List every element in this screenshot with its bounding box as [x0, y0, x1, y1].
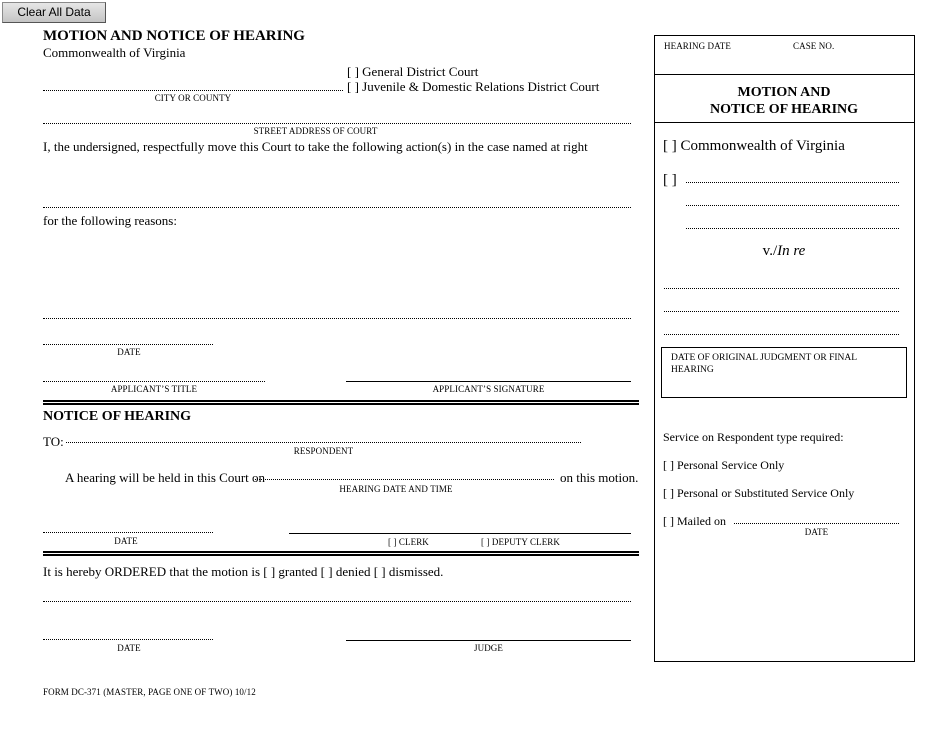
plaintiff-address-field-2[interactable]	[686, 228, 899, 229]
defendant-address-field[interactable]	[664, 311, 899, 312]
dismissed-checkbox[interactable]: [ ] dismissed.	[373, 564, 444, 579]
hearing-suffix: on this motion.	[560, 470, 639, 485]
mailed-checkbox[interactable]: [ ] Mailed on	[663, 514, 726, 528]
plaintiff-address-field[interactable]	[686, 205, 899, 206]
city-county-field[interactable]	[43, 90, 343, 91]
commonwealth-checkbox[interactable]: [ ] Commonwealth of Virginia	[663, 138, 845, 154]
case-title-divider	[654, 122, 914, 123]
notice-heading: NOTICE OF HEARING	[43, 409, 192, 424]
defendant-name-field[interactable]	[664, 288, 899, 289]
substituted-service-checkbox[interactable]: [ ] Personal or Substituted Service Only	[663, 486, 855, 500]
applicant-signature-line[interactable]	[346, 381, 631, 382]
notice-date-label: DATE	[114, 536, 138, 546]
clear-all-data-button[interactable]: Clear All Data	[2, 2, 106, 23]
clerk-signature-line[interactable]	[289, 533, 631, 534]
hearing-date-time-field[interactable]	[255, 479, 554, 480]
order-date-field[interactable]	[43, 639, 213, 640]
applicant-signature-label: APPLICANT’S SIGNATURE	[432, 384, 545, 394]
service-heading: Service on Respondent type required:	[663, 430, 844, 444]
mailed-date-label: DATE	[804, 527, 829, 537]
applicant-title-label: APPLICANT’S TITLE	[110, 384, 198, 394]
respondent-field[interactable]	[66, 442, 581, 443]
motion-date-label: DATE	[117, 347, 141, 357]
order-statement	[43, 564, 443, 580]
original-judgment-box[interactable]	[661, 347, 907, 398]
judge-label: JUDGE	[474, 643, 503, 653]
motion-statement: I, the undersigned, respectfully move this Court to take the following action(s) in the case named at right	[43, 139, 588, 154]
form-subtitle: Commonwealth of Virginia	[43, 45, 186, 60]
case-number-label: CASE NO.	[793, 41, 835, 51]
panel-title-line1: MOTION AND	[737, 85, 831, 100]
form-id: FORM DC-371 (MASTER, PAGE ONE OF TWO) 10/12	[43, 687, 256, 697]
notice-date-field[interactable]	[43, 532, 213, 533]
granted-checkbox[interactable]: [ ] granted	[263, 564, 318, 579]
form-title: MOTION AND NOTICE OF HEARING	[43, 28, 305, 44]
action-requested-field[interactable]	[43, 207, 631, 208]
applicant-title-field[interactable]	[43, 381, 265, 382]
motion-date-field[interactable]	[43, 344, 213, 345]
juvenile-domestic-court-checkbox[interactable]: [ ] Juvenile & Domestic Relations District Court	[347, 79, 600, 94]
party-checkbox[interactable]: [ ]	[663, 172, 677, 188]
city-county-label: CITY OR COUNTY	[154, 93, 232, 103]
street-address-label: STREET ADDRESS OF COURT	[253, 126, 378, 136]
versus-text: v./	[762, 243, 778, 259]
mailed-date-field[interactable]	[734, 523, 899, 524]
clerk-checkbox[interactable]: [ ] CLERK	[388, 537, 429, 547]
respondent-label: RESPONDENT	[293, 446, 354, 456]
judge-signature-line[interactable]	[346, 640, 631, 641]
reasons-label: for the following reasons:	[43, 213, 177, 228]
street-address-field[interactable]	[43, 123, 631, 124]
hearing-prefix: A hearing will be held in this Court on	[65, 470, 266, 485]
order-notes-field[interactable]	[43, 601, 631, 602]
order-date-label: DATE	[117, 643, 141, 653]
case-header-divider	[654, 74, 914, 75]
order-prefix: It is hereby ORDERED that the motion is	[43, 564, 261, 579]
denied-checkbox[interactable]: [ ] denied	[320, 564, 371, 579]
personal-service-checkbox[interactable]: [ ] Personal Service Only	[663, 458, 785, 472]
panel-title-line2: NOTICE OF HEARING	[709, 102, 859, 117]
in-re-text: In re	[777, 243, 806, 259]
defendant-address-field-2[interactable]	[664, 334, 899, 335]
hearing-date-header-label: HEARING DATE	[664, 41, 731, 51]
deputy-clerk-checkbox[interactable]: [ ] DEPUTY CLERK	[481, 537, 561, 547]
reasons-field[interactable]	[43, 318, 631, 319]
general-district-court-checkbox[interactable]: [ ] General District Court	[347, 64, 479, 79]
to-label: TO:	[43, 434, 64, 449]
hearing-date-time-label: HEARING DATE AND TIME	[339, 484, 453, 494]
original-judgment-label: DATE OF ORIGINAL JUDGMENT OR FINAL HEARING	[671, 353, 857, 375]
versus-label	[654, 243, 914, 260]
plaintiff-name-field[interactable]	[686, 182, 899, 183]
order-divider	[43, 551, 639, 556]
section-divider	[43, 400, 639, 405]
